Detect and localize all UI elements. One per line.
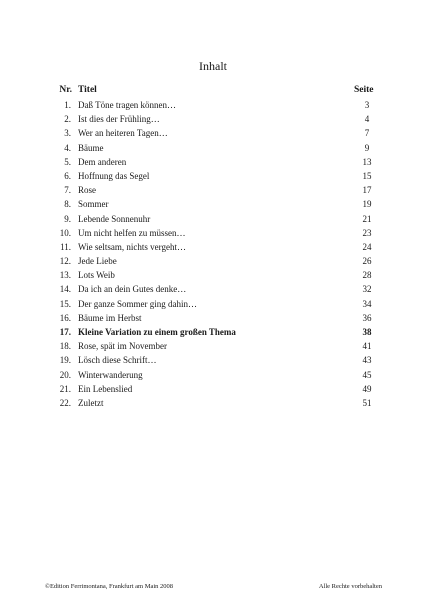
toc-row (0, 282, 426, 296)
toc-row-title: Winterwanderung (78, 369, 143, 380)
toc-row-number: 2. (64, 114, 71, 125)
toc-row-number: 11. (60, 241, 71, 252)
toc-row-page: 43 (362, 355, 372, 366)
toc-row-number: 7. (64, 185, 71, 196)
toc-row (0, 212, 426, 226)
toc-row-number: 21. (59, 383, 71, 394)
toc-row (0, 197, 426, 211)
toc-row-page: 51 (362, 397, 372, 408)
toc-row (0, 311, 426, 325)
toc-row-page: 49 (362, 383, 372, 394)
toc-row-title: Lots Weib (78, 270, 115, 281)
toc-row-number: 22. (59, 397, 71, 408)
toc-row (0, 98, 426, 112)
toc-row (0, 169, 426, 183)
toc-row-number: 12. (59, 256, 71, 267)
header-title: Titel (78, 85, 97, 95)
toc-list (0, 98, 426, 410)
footer-copyright: ©Edition Ferrimontana, Frankfurt am Main 2008 (45, 583, 174, 590)
toc-row-title: Sommer (78, 199, 109, 210)
toc-row-number: 13. (59, 270, 71, 281)
toc-row (0, 155, 426, 169)
toc-row-title: Kleine Variation zu einem großen Thema (78, 327, 236, 337)
toc-row (0, 325, 426, 339)
toc-row-title: Der ganze Sommer ging dahin… (78, 298, 197, 309)
toc-row (0, 382, 426, 396)
toc-row-number: 6. (64, 170, 71, 181)
toc-row (0, 183, 426, 197)
toc-row-number: 20. (59, 369, 71, 380)
toc-row-title: Lebende Sonnenuhr (78, 213, 151, 224)
toc-row-title: Hoffnung das Segel (78, 170, 150, 181)
toc-row (0, 226, 426, 240)
toc-row (0, 297, 426, 311)
page-title: Inhalt (199, 59, 227, 73)
toc-row-title: Rose, spät im November (78, 341, 167, 352)
toc-row-page: 28 (362, 270, 372, 281)
toc-row-page: 36 (362, 312, 372, 323)
toc-row-number: 9. (64, 213, 71, 224)
toc-row (0, 254, 426, 268)
toc-row-title: Wie seltsam, nichts vergeht… (78, 241, 186, 252)
toc-row (0, 339, 426, 353)
toc-row-page: 41 (362, 341, 372, 352)
toc-row-number: 17. (59, 327, 71, 337)
toc-row-page: 38 (362, 327, 372, 337)
toc-row-page: 24 (362, 241, 372, 252)
toc-row-page: 45 (362, 369, 372, 380)
header-nr: Nr. (59, 85, 72, 95)
toc-row-page: 15 (362, 170, 372, 181)
footer-rights: Alle Rechte vorbehalten (318, 583, 382, 590)
toc-row-page: 13 (362, 156, 372, 167)
toc-row-title: Bäume (78, 142, 104, 153)
toc-row-number: 16. (59, 312, 71, 323)
toc-row-title: Ist dies der Frühling… (78, 114, 160, 125)
toc-row-title: Jede Liebe (78, 256, 117, 267)
toc-row-page: 3 (364, 100, 370, 110)
toc-row-page: 7 (364, 128, 370, 139)
toc-row-number: 8. (64, 199, 71, 210)
toc-row-number: 15. (59, 298, 71, 309)
toc-row (0, 112, 426, 126)
toc-row (0, 141, 426, 155)
toc-row-title: Wer an heiteren Tagen… (78, 128, 168, 139)
toc-row-page: 9 (364, 142, 370, 153)
toc-row-title: Lösch diese Schrift… (78, 355, 157, 366)
toc-row-title: Rose (78, 185, 96, 196)
toc-row-number: 5. (64, 156, 71, 167)
toc-row-page: 17 (362, 185, 372, 196)
toc-row-number: 19. (59, 355, 71, 366)
toc-row (0, 240, 426, 254)
toc-row (0, 396, 426, 410)
toc-row-number: 10. (59, 227, 71, 238)
toc-row-title: Ein Lebenslied (78, 383, 133, 394)
toc-row-title: Da ich an dein Gutes denke… (78, 284, 187, 295)
toc-row-title: Daß Töne tragen können… (78, 100, 177, 110)
toc-row (0, 126, 426, 140)
toc-row (0, 268, 426, 282)
toc-row-title: Bäume im Herbst (78, 312, 142, 323)
toc-row-page: 26 (362, 256, 372, 267)
toc-row-page: 23 (362, 227, 372, 238)
toc-row (0, 353, 426, 367)
toc-row-page: 21 (362, 213, 372, 224)
header-page: Seite (354, 85, 374, 95)
toc-row-page: 19 (362, 199, 372, 210)
toc-row-page: 4 (364, 114, 370, 125)
toc-row-number: 1. (64, 100, 71, 110)
toc-row-title: Zuletzt (78, 397, 104, 408)
toc-row-title: Um nicht helfen zu müssen… (78, 227, 186, 238)
toc-row-title: Dem anderen (78, 156, 127, 167)
toc-row-number: 18. (59, 341, 71, 352)
toc-row-number: 14. (59, 284, 71, 295)
table-header (0, 85, 426, 97)
toc-row-number: 3. (64, 128, 71, 139)
toc-row-page: 32 (362, 284, 372, 295)
toc-row (0, 368, 426, 382)
toc-row-number: 4. (64, 142, 71, 153)
toc-row-page: 34 (362, 298, 372, 309)
